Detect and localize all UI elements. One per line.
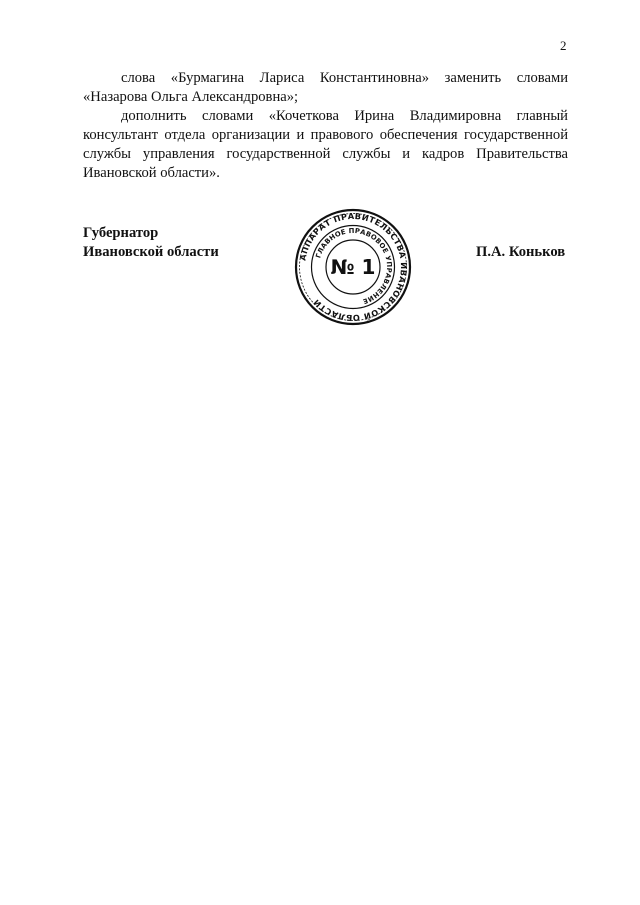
seal-center-number: № 1 [330, 255, 376, 279]
document-body [83, 69, 568, 183]
signatory-name: П.А. Коньков [476, 244, 566, 260]
seal-outer-text: АППАРАТ ПРАВИТЕЛЬСТВА ИВАНОВСКОЙ ОБЛАСТИ [297, 210, 410, 324]
page-number: 2 [560, 38, 567, 53]
signatory-title-line-1: Губернатор [83, 225, 159, 241]
signatory-title-line-2: Ивановской области [83, 244, 219, 260]
paragraph-1: слова «Бурмагина Лариса Константиновна» заменить словами «Назарова Ольга Александровна»; [83, 70, 568, 105]
seal-graphic [294, 208, 412, 326]
paragraph-2: дополнить словами «Кочеткова Ирина Владимировна главный консультант отдела организации и правового обеспечения государственной службы управления государственной службы и кадров Правительства Ивановской области». [83, 108, 568, 181]
official-seal-stamp [294, 208, 412, 326]
signatory-title [83, 224, 219, 262]
seal-inner-text: ГЛАВНОЕ ПРАВОВОЕ УПРАВЛЕНИЕ [314, 226, 394, 306]
